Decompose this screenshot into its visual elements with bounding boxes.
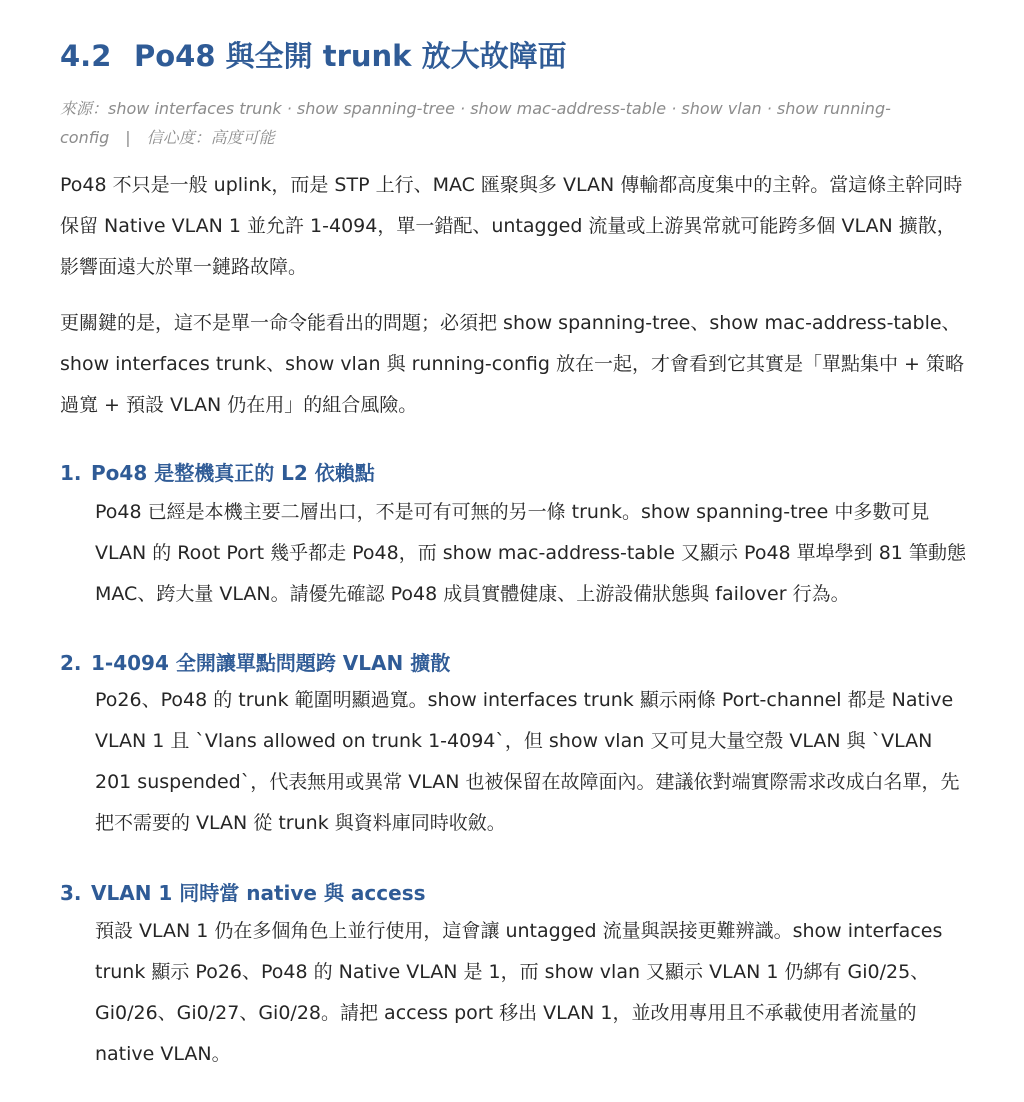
item-2-title: 1-4094 全開讓單點問題跨 VLAN 擴散 — [91, 651, 451, 675]
item-3-heading — [60, 877, 426, 906]
item-1-title: Po48 是整機真正的 L2 依賴點 — [91, 461, 375, 485]
item-1-body: Po48 已經是本機主要二層出口，不是可有可無的另一條 trunk。show spanning-tree 中多數可見 VLAN 的 Root Port 幾乎都走 Po48，而 show mac-address-table 又顯示 Po48 單埠學到 81 筆動態 MAC、跨大量 VLAN。請優先確認 Po48 成員實體健康、上游設備狀態與 failover 行為。 — [95, 501, 966, 605]
section-title — [60, 34, 567, 75]
item-3-title: VLAN 1 同時當 native 與 access — [91, 881, 426, 905]
item-1-heading — [60, 457, 375, 486]
item-3-body: 預設 VLAN 1 仍在多個角色上並行使用，這會讓 untagged 流量與誤接更難辨識。show interfaces trunk 顯示 Po26、Po48 的 Native VLAN 是 1，而 show vlan 又顯示 VLAN 1 仍綁有 Gi0/25、Gi0/26、Gi0/27、Gi0/28。請把 access port 移出 VLAN 1，並改用專用且不承載使用者流量的 native VLAN。 — [95, 920, 943, 1065]
intro-paragraph-1: Po48 不只是一般 uplink，而是 STP 上行、MAC 匯聚與多 VLAN 傳輸都高度集中的主幹。當這條主幹同時保留 Native VLAN 1 並允許 1-4094，單一錯配、untagged 流量或上游異常就可能跨多個 VLAN 擴散，影響面遠大於單一鏈路故障。 — [60, 174, 963, 278]
item-1-number: 1. — [60, 461, 82, 485]
item-2-heading — [60, 647, 450, 676]
item-3-number: 3. — [60, 881, 82, 905]
item-2-number: 2. — [60, 651, 82, 675]
section-number: 4.2 — [60, 39, 112, 73]
section-title-text: Po48 與全開 trunk 放大故障面 — [134, 39, 567, 73]
item-2-body: Po26、Po48 的 trunk 範圍明顯過寬。show interfaces trunk 顯示兩條 Port-channel 都是 Native VLAN 1 且 `Vlans allowed on trunk 1-4094`，但 show vlan 又可見大量空殼 VLAN 與 `VLAN 201 suspended`，代表無用或異常 VLAN 也被保留在故障面內。建議依對端實際需求改成白名單，先把不需要的 VLAN 從 trunk 與資料庫同時收斂。 — [95, 689, 960, 834]
source-meta: 來源：show interfaces trunk · show spanning-tree · show mac-address-table · show vlan · show running-config | 信心度：高度可能 — [60, 99, 891, 147]
intro-paragraph-2: 更關鍵的是，這不是單一命令能看出的問題；必須把 show spanning-tree、show mac-address-table、show interfaces trunk、show vlan 與 running-config 放在一起，才會看到它其實是「單點集中 + 策略過寬 + 預設 VLAN 仍在用」的組合風險。 — [60, 312, 964, 416]
